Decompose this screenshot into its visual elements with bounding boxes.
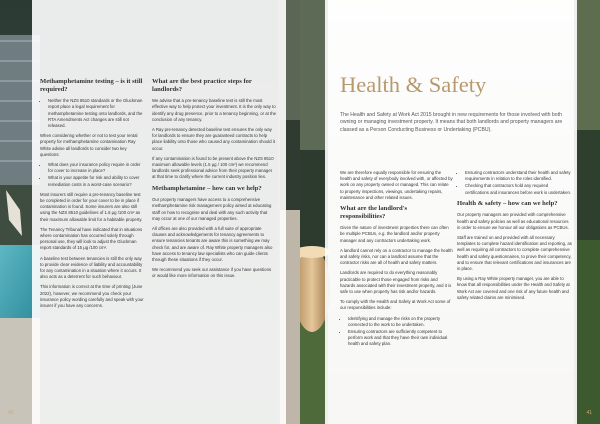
paragraph: A baseline test between tenancies is still the only way to provide clear evidence of liability and accountability for any contamination in a situation where it occurs. It also acts as a deterrent for such behaviour.	[40, 255, 143, 280]
paragraph: All offices are also provided with a full suite of appropriate clauses and acknowledgements for tenancy agreements to ensure tenancies tenants are aware this is something we may check for, and are aware of. Ray White property managers also have access to tenancy law specialists who can guide clients through these situations if they occur.	[152, 226, 273, 263]
paragraph: A Ray pre-tenancy detected baseline test ensures the only way for landlords to ensure they are guaranteed contracts to help place liability onto those who caused any contamination should it occur.	[152, 127, 276, 151]
paragraph: This information is correct at the time of printing (June 2022), however, we recommend you check your insurance policy wording carefully and speak with your insurer if you have any concerns.	[40, 284, 144, 309]
list-item: • Neither the NZS 8510 standards or the Gluckman report place a legal requirement for methamphetamine testing onto landlords, and the RTA Amendments Act changes are still not released.	[48, 98, 144, 129]
paragraph: Staff are trained on and provided with all necessary templates to complete hazard identification and reporting, as well as requiring all contractors to complete comprehensive health and safety questionnaires, to prove their competency, and to ensure that relevant certifications and insurances are in place.	[457, 235, 572, 272]
responsibilities-list	[340, 316, 453, 348]
health-safety-help-heading: Health & safety – how can we help?	[457, 199, 558, 207]
paragraph: By using a Ray White property manager, you are able to know that all responsibilities under the Health and Safety at Work Act are covered and one risk of any future health and safety related claims are minimised.	[457, 276, 570, 300]
paragraph: Our property managers are provided with comprehensive health and safety policies as well as educational resources in order to ensure we honour all our obligations as PCBUs.	[457, 212, 569, 230]
page-number-left: 40	[8, 410, 14, 416]
best-practice-heading: What are the best practice steps for landlords?	[152, 78, 252, 93]
paragraph: A landlord cannot rely on a contractor to manage the health and safety risks, nor can a landlord assume that the contractor risks are all of health and safety matters.	[340, 247, 453, 266]
paragraph: Landlords are required to do everything reasonably practicable to protect those engaged from risks and hazards associated with their investment property, and it is safe to use when property has risk and/or hazards.	[340, 270, 452, 295]
right-column-2	[457, 170, 572, 305]
paragraph: If any contamination is found to be present above the NZS 8510 maximum allowable levels (1.5 μg / 100 cm²) we recommend landlords seek professional advice from their property manager at that time to clarify where the current industry position lies.	[152, 155, 274, 180]
right-column-1	[340, 170, 453, 352]
how-can-we-help-heading: Methamphetamine – how can we help?	[152, 184, 262, 192]
left-column-2	[152, 78, 276, 284]
paragraph: We advise that a pre-tenancy baseline test is still the most effective way to help protect your investment. It is the only way to identify any drug presence, prior to a tenancy beginning, or at the conclusion of any tenancy.	[152, 98, 276, 122]
paragraph: We recommend you seek our assistance if you have questions or would like more information on this issue.	[152, 267, 272, 279]
health-safety-intro: The Health and Safety at Work Act 2015 brought in new requirements for those involved with both owning or managing investment property. It means that both landlords and property managers are classed as a Person Conducting Business or Undertaking (PCBU).	[340, 112, 563, 133]
meth-testing-heading: Methamphetamine testing – is it still required?	[40, 78, 143, 93]
right-page	[300, 0, 600, 424]
list-item: • What is your appetite for risk and ability to cover remediation costs in a worst-case scenario?	[48, 175, 144, 187]
list-item: • Checking that contractors hold any required certifications and insurances before work is undertaken.	[465, 183, 572, 195]
list-item: • What does your insurance policy require in order for cover to increase in place?	[48, 162, 144, 174]
paragraph: The Tenancy Tribunal have indicated that in situations where contamination has occurred solely through personal use, they will look to adjust the Gluckman report standards of 15 μg /100 cm².	[40, 226, 143, 251]
landlord-responsibilities-heading: What are the landlord's responsibilities?	[340, 205, 408, 220]
paragraph: We are therefore equally responsible for ensuring the health and safety of everybody involved with, or affected by work on any property owned or managed. This can relate to property inspections, viewings, undertaking repairs, maintenance and other related issues.	[340, 170, 453, 200]
contractor-checks-list	[457, 170, 572, 196]
paragraph: Most insurers still require a pre-tenancy baseline test be completed in order for your cover to be in place if contamination is found. Some insurers are also still using the NZS 8510 guidelines of 1.5 μg /100 cm² as their maximum allowable limit for a habitable property.	[40, 191, 143, 222]
key-questions-list	[40, 162, 144, 188]
list-item: • Identifying and manage the risks on the property connected to the work to be undertaken.	[348, 316, 453, 328]
health-safety-title: Health & Safety	[340, 72, 487, 97]
paragraph: When considering whether or not to test your rental property for methamphetamine contamination Ray White advise all landlords to consider two key questions:	[40, 133, 138, 157]
paragraph: Given the nature of investment properties there can often be multiple PCBUs, e.g. the landlord and/or property manager and any contractors undertaking work.	[340, 225, 449, 243]
meth-testing-bullets	[40, 98, 144, 129]
paragraph: Our property managers have access to a comprehensive methamphetamine risk management policy aimed at educating staff on how to recognise and deal with any such activity that may occur at one of our managed properties.	[152, 197, 272, 221]
list-item: • Ensuring contractors are sufficiently competent to perform work and that they have their own individual health and safety plan.	[348, 329, 453, 348]
paragraph: To comply with the Health and Safety at Work Act some of our responsibilities include:	[340, 299, 451, 311]
left-column-1	[40, 78, 144, 313]
page-number-right: 41	[586, 410, 592, 416]
list-item: • Ensuring contractors understand their health and safety requirements in relation to the roles identified.	[465, 170, 572, 182]
